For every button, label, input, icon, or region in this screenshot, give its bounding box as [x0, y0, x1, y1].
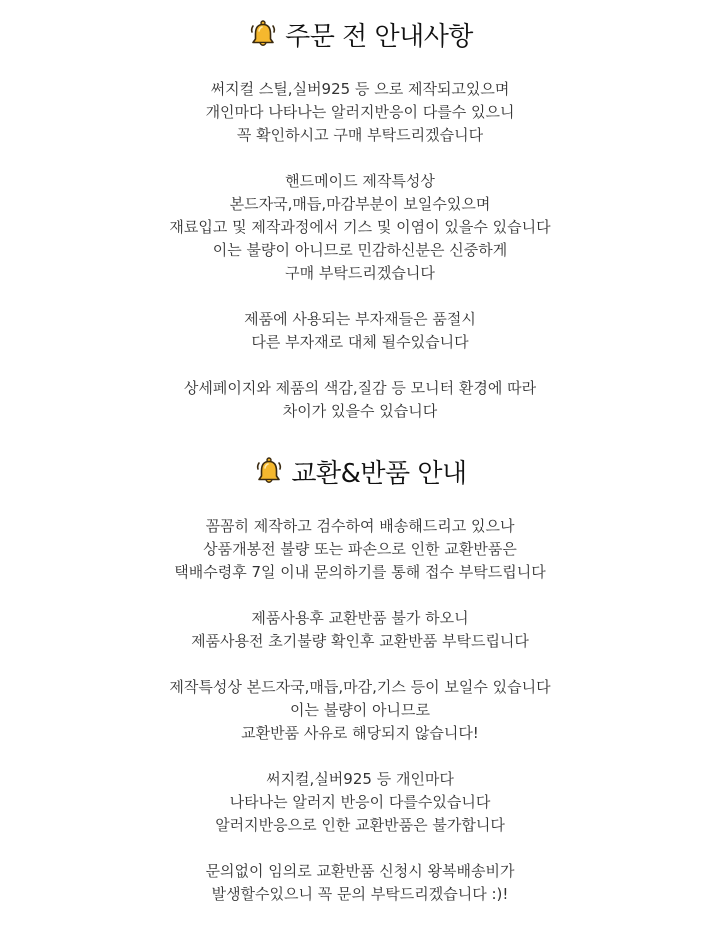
text-line: 써지컬,실버925 등 개인마다 — [266, 770, 454, 788]
order-notice-section — [0, 12, 720, 446]
text-line: 핸드메이드 제작특성상 — [285, 172, 435, 190]
paragraph — [0, 607, 720, 653]
paragraph — [0, 78, 720, 147]
bell-icon — [253, 455, 285, 487]
text-line: 제작특성상 본드자국,매듭,마감,기스 등이 보일수 있습니다 — [169, 678, 551, 696]
text-line: 교환반품 사유로 해당되지 않습니다! — [241, 724, 479, 742]
text-line: 이는 불량이 아니므로 민감하신분은 신중하게 — [212, 241, 508, 259]
text-line: 제품사용전 초기불량 확인후 교환반품 부탁드립니다 — [191, 632, 529, 650]
paragraph — [0, 377, 720, 423]
order-notice-title: 주문 전 안내사항 — [285, 21, 473, 52]
bell-icon — [247, 18, 279, 50]
text-line: 본드자국,매듭,마감부분이 보일수있으며 — [229, 195, 491, 213]
text-line: 재료입고 및 제작과정에서 기스 및 이염이 있을수 있습니다 — [169, 218, 551, 236]
paragraph — [0, 676, 720, 745]
text-line: 써지컬 스틸,실버925 등 으로 제작되고있으며 — [210, 80, 510, 98]
exchange-return-heading — [0, 449, 720, 493]
text-line: 상품개봉전 불량 또는 파손으로 인한 교환반품은 — [203, 540, 517, 558]
text-line: 제품사용후 교환반품 불가 하오니 — [251, 609, 469, 627]
text-line: 나타나는 알러지 반응이 다를수있습니다 — [229, 793, 491, 811]
text-line: 상세페이지와 제품의 색감,질감 등 모니터 환경에 따라 — [183, 379, 537, 397]
text-line: 문의없이 임의로 교환반품 신청시 왕복배송비가 — [205, 862, 515, 880]
exchange-return-body — [0, 515, 720, 906]
text-line: 꼭 확인하시고 구매 부탁드리겠습니다 — [236, 126, 484, 144]
paragraph — [0, 768, 720, 837]
text-line: 발생할수있으니 꼭 문의 부탁드리겠습니다 :)! — [211, 885, 509, 903]
paragraph — [0, 308, 720, 354]
text-line: 알러지반응으로 인한 교환반품은 불가합니다 — [215, 816, 505, 834]
text-line: 차이가 있을수 있습니다 — [282, 402, 438, 420]
paragraph — [0, 515, 720, 584]
paragraph — [0, 170, 720, 285]
text-line: 꼼꼼히 제작하고 검수하여 배송해드리고 있으나 — [205, 517, 515, 535]
exchange-return-title: 교환&반품 안내 — [291, 458, 467, 489]
text-line: 택배수령후 7일 이내 문의하기를 통해 접수 부탁드립니다 — [174, 563, 546, 581]
order-notice-body — [0, 78, 720, 423]
exchange-return-section — [0, 449, 720, 929]
text-line: 이는 불량이 아니므로 — [290, 701, 430, 719]
text-line: 제품에 사용되는 부자재들은 품절시 — [244, 310, 476, 328]
text-line: 개인마다 나타나는 알러지반응이 다를수 있으니 — [205, 103, 515, 121]
paragraph — [0, 860, 720, 906]
order-notice-heading — [0, 12, 720, 56]
text-line: 다른 부자재로 대체 될수있습니다 — [251, 333, 469, 351]
text-line: 구매 부탁드리겠습니다 — [285, 264, 435, 282]
